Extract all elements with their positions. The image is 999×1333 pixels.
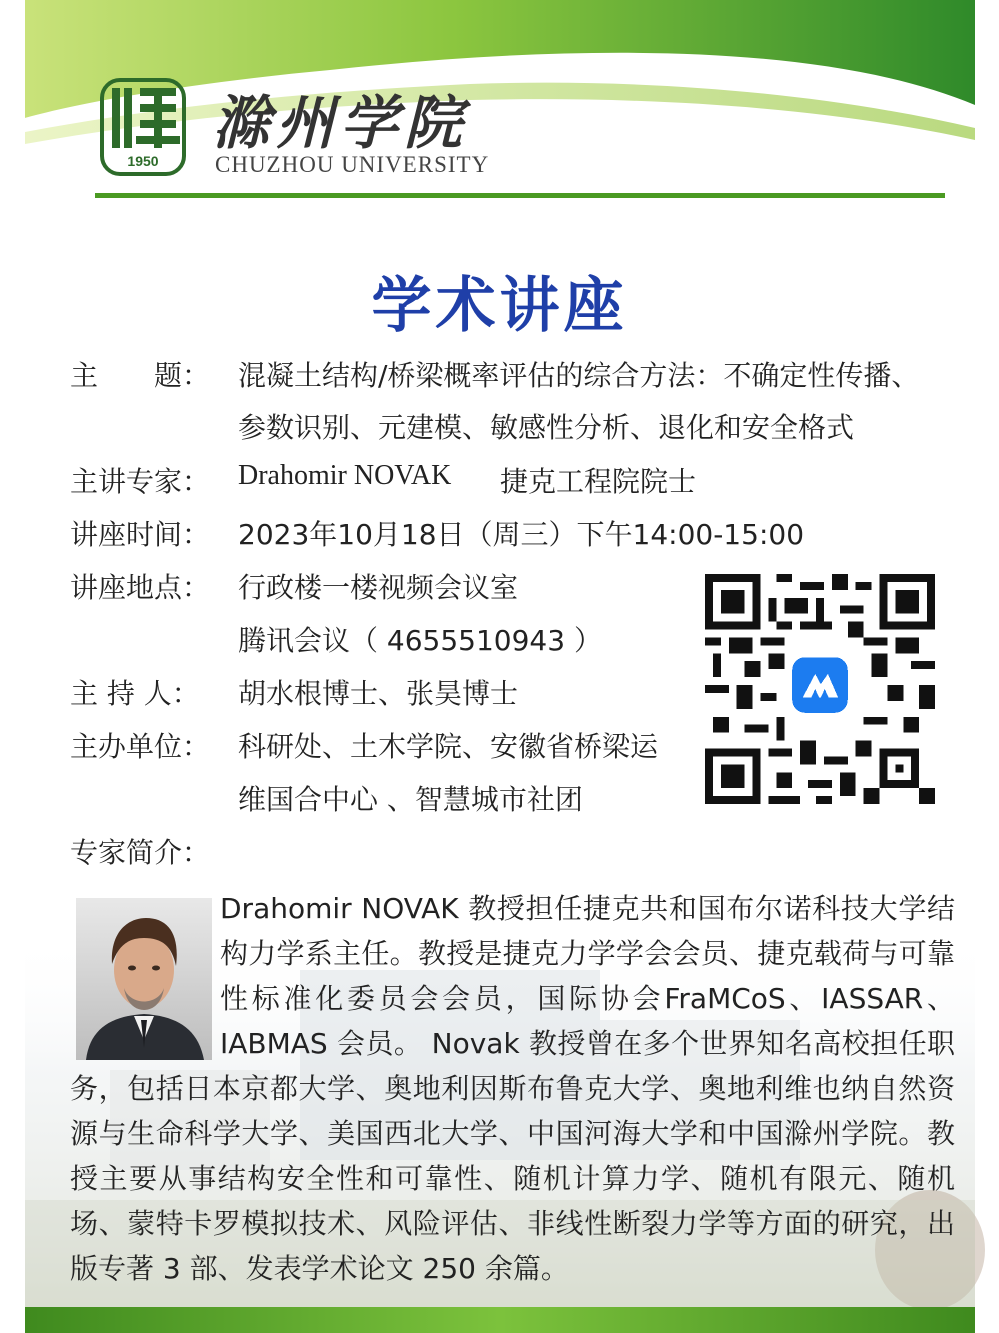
time-row [70,513,805,553]
university-name-cn: 滁州学院 [212,89,469,157]
organizer-line-2: 维国合中心 、智慧城市社团 [238,783,583,816]
place-row [70,566,519,606]
organizer-label: 主办单位： [70,730,211,763]
organizer-row [70,725,659,765]
host-row [70,672,519,712]
speaker-name: Drahomir NOVAK [238,460,452,491]
speaker-title: 捷克工程院院士 [500,465,697,498]
speaker-row [70,460,697,500]
university-seal-icon [100,78,186,176]
page-title: 学术讲座 [371,271,628,341]
bio-label: 专家简介： [70,836,211,869]
photo-spacer [70,886,220,1064]
qr-code-icon[interactable] [705,574,935,804]
logo-year: 1950 [127,153,159,169]
place-line-1: 行政楼一楼视频会议室 [238,571,519,604]
university-name-en: CHUZHOU UNIVERSITY [215,152,490,177]
organizer-line-1: 科研处、土木学院、安徽省桥梁运 [238,730,659,763]
topic-line-2: 参数识别、元建模、敏感性分析、退化和安全格式 [238,411,855,444]
host-label: 主 持 人： [70,677,200,710]
place-label: 讲座地点： [70,571,211,604]
time-value: 2023年10月18日（周三）下午14:00-15:00 [238,518,805,551]
topic-label: 主 题： [70,359,211,392]
topic-row [70,354,920,394]
place-line-2: 腾讯会议（ 4655510943 ） [238,624,602,657]
footer-green-bar [25,1307,975,1333]
expert-bio [70,886,955,1291]
host-value: 胡水根博士、张昊博士 [238,677,519,710]
topic-line-1: 混凝土结构/桥梁概率评估的综合方法：不确定性传播、 [238,359,920,392]
bio-label-row [70,831,238,871]
time-label: 讲座时间： [70,518,211,551]
bio-text: Drahomir NOVAK 教授担任捷克共和国布尔诺科技大学结构力学系主任。教授是捷克力学学会会员、捷克载荷与可靠性标准化委员会会员，国际协会FraMCoS、IASSAR、IABMAS 会员。 Novak 教授曾在多个世界知名高校担任职务，包括日本京都大学、奥地利因斯布鲁克大学、奥地利维也纳自然资源与生命科学大学、美国西北大学、中国河海大学和中国滁州学院。教授主要从事结构安全性和可靠性、随机计算力学、随机有限元、随机场、蒙特卡罗模拟技术、风险评估、非线性断裂力学等方面的研究，出版专著 3 部、发表学术论文 250 余篇。 [70,892,955,1285]
speaker-label: 主讲专家： [70,465,211,498]
